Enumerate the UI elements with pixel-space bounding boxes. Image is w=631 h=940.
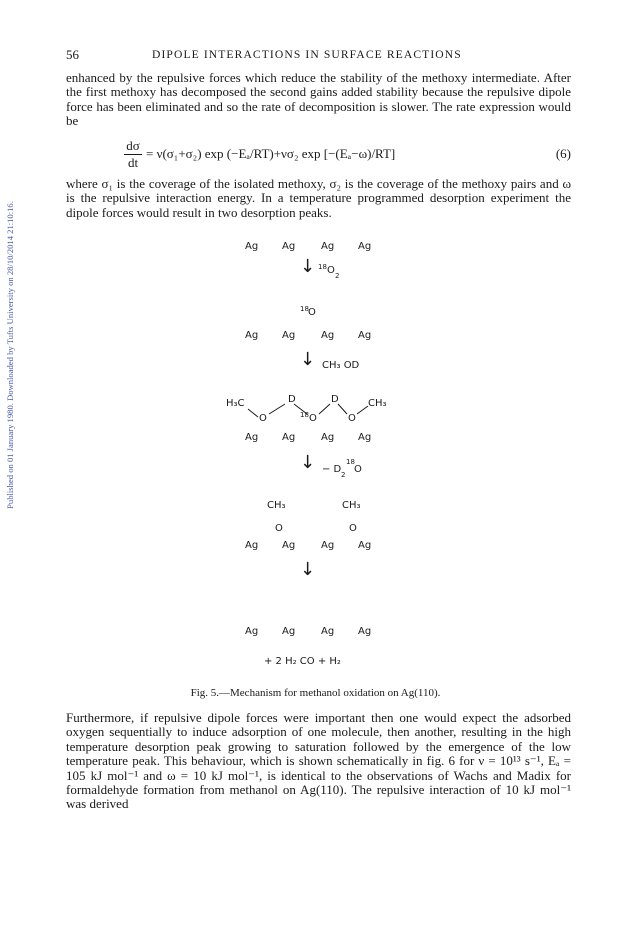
methanol-d-reagent: CH₃ OD	[322, 360, 360, 371]
download-note: Published on 01 January 1980. Downloaded by Tufts University on 28/10/2014 21:10:16.	[5, 201, 15, 509]
ag-atom: Ag	[358, 432, 372, 443]
loss-mass-number: 18	[346, 458, 355, 466]
page-number: 56	[66, 47, 79, 62]
loss-subscript: 2	[341, 471, 346, 479]
ag-atom: Ag	[282, 540, 296, 551]
ag-atom: Ag	[358, 241, 372, 252]
equation-body: = ν(σ₁+σ₂) exp (−Eₐ/RT)+νσ₂ exp [−(Eₐ−ω)/RT]	[146, 146, 396, 161]
down-arrow-icon: ↓	[300, 256, 316, 277]
equation-number: (6)	[555, 146, 571, 161]
methyl-group: CH₃	[368, 398, 387, 409]
running-title: DIPOLE INTERACTIONS IN SURFACE REACTIONS	[152, 48, 462, 61]
ag-atom: Ag	[245, 330, 259, 341]
methyl-group: H₃C	[226, 398, 245, 409]
down-arrow-icon: ↓	[300, 452, 316, 473]
o18-mass-number: 18	[300, 411, 309, 419]
methoxy-right-methyl: CH₃	[342, 500, 361, 511]
ag-atom: Ag	[282, 330, 296, 341]
figure-caption: Fig. 5.—Mechanism for methanol oxidation on Ag(110).	[190, 687, 441, 699]
oxygen-atom: O	[309, 413, 317, 424]
ag-atom: Ag	[321, 432, 335, 443]
down-arrow-icon: ↓	[300, 349, 316, 370]
deuterium-atom: D	[288, 394, 296, 405]
loss-prefix: − D	[322, 464, 342, 475]
ag-atom: Ag	[282, 432, 296, 443]
methoxy-left-methyl: CH₃	[267, 500, 286, 511]
loss-oxygen: O	[354, 464, 362, 475]
paragraph-3: Furthermore, if repulsive dipole forces were important then one would expect the adsorbed oxygen sequentially to induce adsorption of one molecule, then another, resulting in the high temperature desorption peak growing to saturation followed by the emergence of the low temperature peak. This behaviour, which is shown schematically in fig. 6 for ν = 10¹³ s⁻¹, Eₐ = 105 kJ mol⁻¹ and ω = 10 kJ mol⁻¹, is identical to the observations of Wachs and Madix for formaldehyde formation from methanol on Ag(110). The repulsive interaction of 10 kJ mol⁻¹ was derived	[66, 710, 571, 812]
ag-atom: Ag	[321, 330, 335, 341]
ag-atom: Ag	[245, 241, 259, 252]
ag-atom: Ag	[321, 540, 335, 551]
paragraph-1: enhanced by the repulsive forces which reduce the stability of the methoxy intermediate. After the first methoxy has decomposed the second gains added stability because the repulsive dipole force has been eliminated and so the rate of decomposition is slower. The rate expression would be	[66, 70, 571, 129]
fraction-denominator: dt	[127, 155, 139, 170]
ag-atom: Ag	[245, 540, 259, 551]
ag-atom: Ag	[245, 432, 259, 443]
oxygen-atom: O	[348, 413, 356, 424]
bond-line	[319, 404, 330, 414]
bond-line	[338, 404, 347, 414]
bond-line	[269, 404, 285, 414]
deuterium-atom: D	[331, 394, 339, 405]
o2-mass-number: 18	[318, 263, 327, 271]
methoxy-left-oxygen: O	[275, 523, 283, 534]
methoxy-right-oxygen: O	[349, 523, 357, 534]
reaction-products: + 2 H₂ CO + H₂	[264, 656, 341, 667]
ag-atom: Ag	[358, 330, 372, 341]
bond-line	[248, 409, 258, 417]
ag-atom: Ag	[282, 626, 296, 637]
bond-line	[294, 404, 307, 414]
ag-atom: Ag	[358, 626, 372, 637]
fraction-numerator: dσ	[126, 138, 140, 153]
down-arrow-icon: ↓	[300, 559, 316, 580]
oxygen-atom: O	[259, 413, 267, 424]
o-mass-number: 18	[300, 305, 309, 313]
o2-symbol: O	[327, 265, 335, 276]
adsorbed-oxygen: O	[308, 307, 316, 318]
o2-subscript: 2	[335, 272, 340, 280]
ag-atom: Ag	[321, 241, 335, 252]
ag-atom: Ag	[282, 241, 296, 252]
ag-atom: Ag	[321, 626, 335, 637]
ag-atom: Ag	[245, 626, 259, 637]
bond-line	[357, 406, 368, 414]
paragraph-2: where σ₁ is the coverage of the isolated methoxy, σ₂ is the coverage of the methoxy pairs and ω is the repulsive interaction energy. In a temperature programmed desorption experiment the dipole forces would result in two desorption peaks.	[66, 176, 571, 220]
ag-atom: Ag	[358, 540, 372, 551]
